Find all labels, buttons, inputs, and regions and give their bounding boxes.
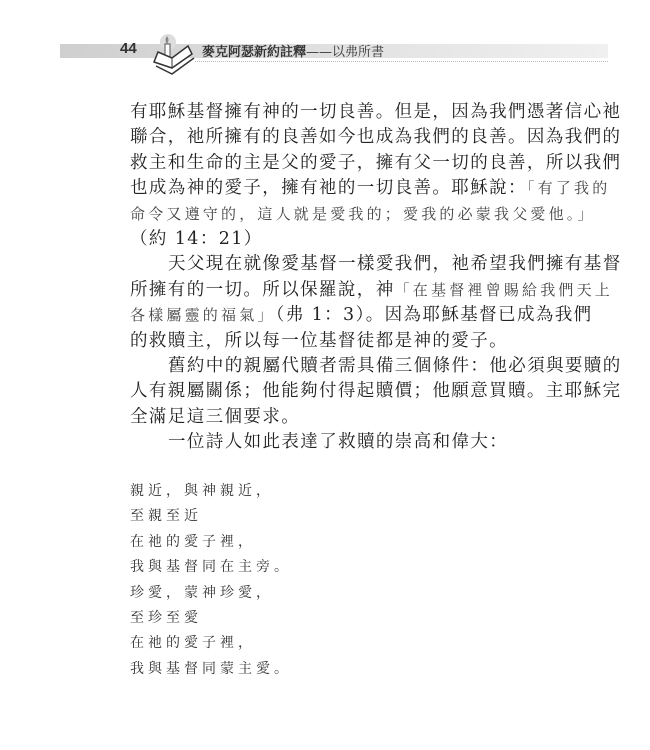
text-line: 有耶穌基督擁有神的一切良善。但是，因為我們憑著信心祂	[130, 102, 622, 122]
text-line: 救主和生命的主是父的愛子，擁有父一切的良善，所以我們	[130, 152, 622, 173]
scripture-quote: 各樣屬靈的福氣」	[130, 306, 276, 325]
poem-line: 在祂的愛子裡，	[130, 635, 256, 652]
poem-line: 親近，與神親近，	[130, 483, 274, 499]
text-line	[130, 176, 611, 201]
header-rule	[195, 61, 608, 62]
title-dash: ——	[306, 45, 333, 60]
poem-line: 我與基督同蒙主愛。	[130, 660, 292, 677]
scripture-quote-line: 命令又遵守的，這人就是愛我的；愛我的必蒙我父愛他。」	[130, 204, 596, 223]
body-text	[130, 100, 622, 455]
text-line: 舊約中的親屬代贖者需具備三個條件：他必須與要贖的	[168, 355, 622, 376]
scripture-quote: 「在基督裡曾賜給我們天上	[394, 280, 614, 299]
poem-line: 我與基督同在主旁。	[130, 559, 292, 576]
book-title: 麥克阿瑟新約註釋	[202, 45, 307, 60]
poem-line: 至親至近	[130, 508, 202, 525]
text-line	[130, 303, 593, 328]
scripture-reference: （約 14：21）	[130, 228, 263, 249]
page-number: 44	[120, 40, 137, 57]
poem	[130, 479, 292, 682]
text-line: 全滿足這三個要求。	[130, 406, 301, 427]
poem-line: 至珍至愛	[130, 609, 202, 626]
text-segment: 也成為神的愛子，擁有祂的一切良善。耶穌說：	[130, 178, 527, 199]
open-book-candle-icon	[148, 32, 198, 82]
text-line: 天父現在就像愛基督一樣愛我們，祂希望我們擁有基督	[168, 254, 622, 275]
text-line: 聯合，祂所擁有的良善如今也成為我們的良善。因為我們的	[130, 127, 622, 148]
text-segment: （弗 1：3）。因為耶穌基督已成為我們	[275, 305, 593, 326]
text-line	[130, 278, 614, 303]
section-title: 以弗所書	[332, 45, 385, 60]
running-title	[202, 41, 384, 60]
text-segment: 所擁有的一切。所以保羅說，神	[130, 279, 395, 300]
text-line: 人有親屬關係；他能夠付得起贖價；他願意買贖。主耶穌完	[130, 381, 622, 402]
poem-line: 在祂的愛子裡，	[130, 533, 256, 550]
text-line: 的救贖主，所以每一位基督徒都是神的愛子。	[130, 330, 508, 351]
poem-line: 珍愛，蒙神珍愛，	[130, 584, 274, 601]
scripture-quote: 「有了我的	[526, 179, 611, 198]
text-line: 一位詩人如此表達了救贖的崇高和偉大：	[168, 432, 509, 453]
